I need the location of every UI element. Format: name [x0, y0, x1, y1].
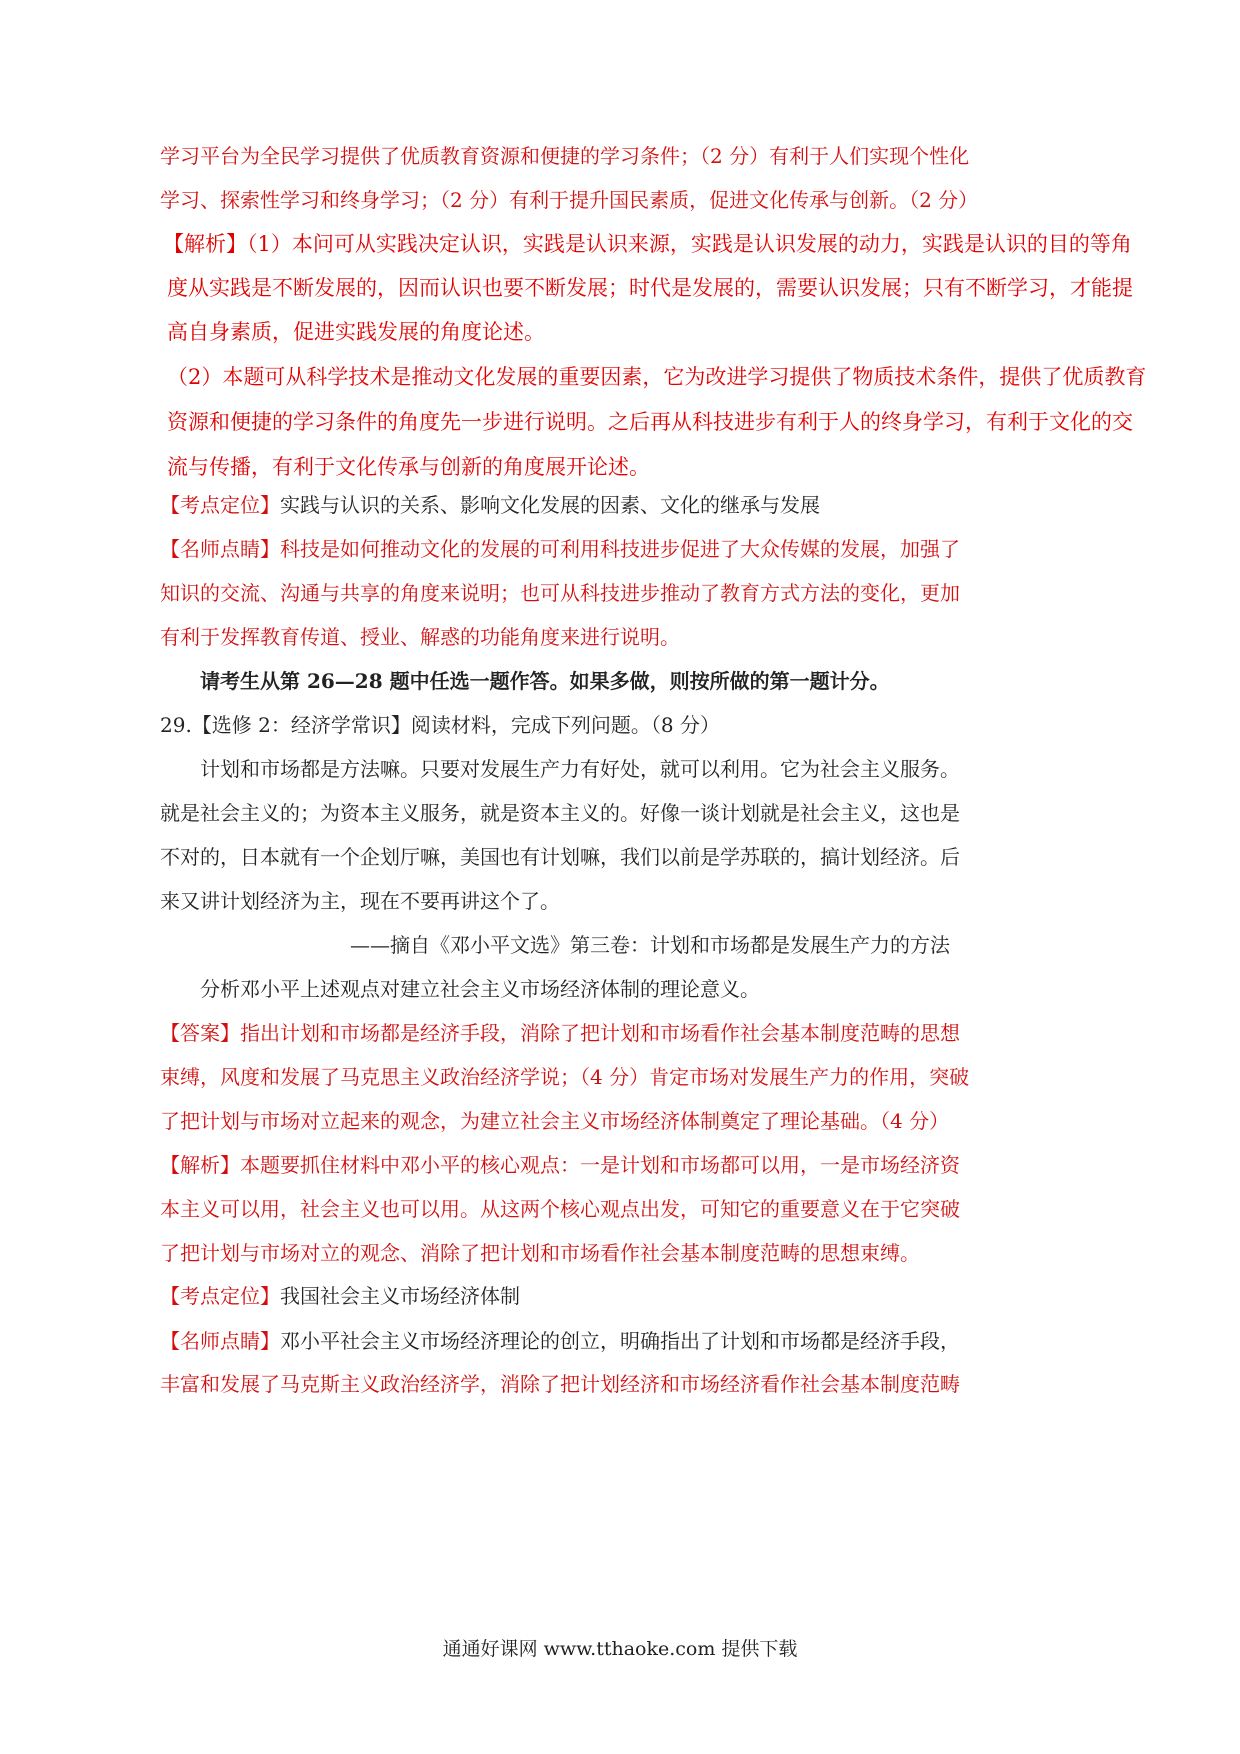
- analysis-label: 【解析】: [160, 1153, 240, 1177]
- q29-material-line-1: 计划和市场都是方法嘛。只要对发展生产力有好处，就可以利用。它为社会主义服务。: [200, 757, 960, 781]
- tip-label: 【名师点睛】: [160, 1329, 280, 1353]
- q28-answer-line-1: 学习平台为全民学习提供了优质教育资源和便捷的学习条件；（2 分）有利于人们实现个性化: [160, 144, 970, 168]
- answer-label: 【答案】: [160, 1021, 240, 1045]
- q28-tip-line-3: 有利于发挥教育传道、授业、解惑的功能角度来进行说明。: [160, 625, 680, 649]
- q28-tip-line-2: 知识的交流、沟通与共享的角度来说明；也可从科技进步推动了教育方式方法的变化，更加: [160, 581, 960, 605]
- page-footer: 通通好课网 www.tthaoke.com 提供下载: [442, 1638, 798, 1660]
- q29-analysis-line-3: 了把计划与市场对立的观念、消除了把计划和市场看作社会基本制度范畴的思想束缚。: [160, 1241, 920, 1265]
- q28-tip-line-1: [160, 536, 960, 562]
- q29-answer-line-2: 束缚，风度和发展了马克思主义政治经济学说；（4 分）肯定市场对发展生产力的作用，突破: [160, 1065, 970, 1089]
- tip-text: 科技是如何推动文化的发展的可利用科技进步促进了大众传媒的发展，加强了: [280, 537, 960, 561]
- q29-material-line-3: 不对的，日本就有一个企划厅嘛，美国也有计划嘛，我们以前是学苏联的，搞计划经济。后: [160, 845, 960, 869]
- analysis-text: 本题要抓住材料中邓小平的核心观点：一是计划和市场都可以用，一是市场经济资: [240, 1153, 960, 1177]
- key-point-text: 我国社会主义市场经济体制: [280, 1284, 520, 1308]
- tip-text: 邓小平社会主义市场经济理论的创立，明确指出了计划和市场都是经济手段，: [280, 1329, 960, 1353]
- q29-material-line-2: 就是社会主义的；为资本主义服务，就是资本主义的。好像一谈计划就是社会主义，这也是: [160, 801, 960, 825]
- q29-key-point: [160, 1283, 520, 1309]
- key-point-label: 【考点定位】: [160, 493, 280, 517]
- q29-tip-line-1: [160, 1328, 960, 1354]
- analysis-text: （1）本问可从实践决定认识，实践是认识来源，实践是认识发展的动力，实践是认识的目的等角: [247, 232, 1132, 256]
- q28-analysis-line-5: 资源和便捷的学习条件的角度先一步进行说明。之后再从科技进步有利于人的终身学习，有利于文化的交: [167, 410, 1133, 434]
- analysis-label: 【解析】: [163, 232, 247, 256]
- key-point-text: 实践与认识的关系、影响文化发展的因素、文化的继承与发展: [280, 493, 820, 517]
- answer-text: 指出计划和市场都是经济手段，消除了把计划和市场看作社会基本制度范畴的思想: [240, 1021, 960, 1045]
- q29-header: 29.【选修 2：经济学常识】阅读材料，完成下列问题。（8 分）: [160, 713, 720, 737]
- q29-source: ——摘自《邓小平文选》第三卷：计划和市场都是发展生产力的方法: [350, 933, 950, 957]
- q28-analysis-line-2: 度从实践是不断发展的，因而认识也要不断发展；时代是发展的，需要认识发展；只有不断学习，才能提: [167, 276, 1133, 300]
- q29-question: 分析邓小平上述观点对建立社会主义市场经济体制的理论意义。: [200, 977, 760, 1001]
- q29-tip-line-2: 丰富和发展了马克斯主义政治经济学，消除了把计划经济和市场经济看作社会基本制度范畴: [160, 1372, 960, 1396]
- q29-analysis-line-1: [160, 1152, 960, 1178]
- q28-key-point: [160, 492, 820, 518]
- q28-analysis-line-6: 流与传播，有利于文化传承与创新的角度展开论述。: [167, 455, 650, 479]
- q28-analysis-line-3: 高自身素质，促进实践发展的角度论述。: [167, 320, 545, 344]
- key-point-label: 【考点定位】: [160, 1284, 280, 1308]
- q28-answer-line-2: 学习、探索性学习和终身学习；（2 分）有利于提升国民素质，促进文化传承与创新。（2 分）: [160, 188, 979, 212]
- q29-answer-line-1: [160, 1020, 960, 1046]
- q29-answer-line-3: 了把计划与市场对立起来的观念，为建立社会主义市场经济体制奠定了理论基础。（4 分）: [160, 1109, 950, 1133]
- selection-instruction: 请考生从第 26—28 题中任选一题作答。如果多做，则按所做的第一题计分。: [200, 669, 890, 693]
- tip-label: 【名师点睛】: [160, 537, 280, 561]
- q28-analysis-line-4: （2）本题可从科学技术是推动文化发展的重要因素，它为改进学习提供了物质技术条件，提供了优质教育: [167, 365, 1147, 389]
- q29-material-line-4: 来又讲计划经济为主，现在不要再讲这个了。: [160, 889, 560, 913]
- q29-analysis-line-2: 本主义可以用，社会主义也可以用。从这两个核心观点出发，可知它的重要意义在于它突破: [160, 1197, 960, 1221]
- q28-analysis-line-1: [163, 231, 1132, 257]
